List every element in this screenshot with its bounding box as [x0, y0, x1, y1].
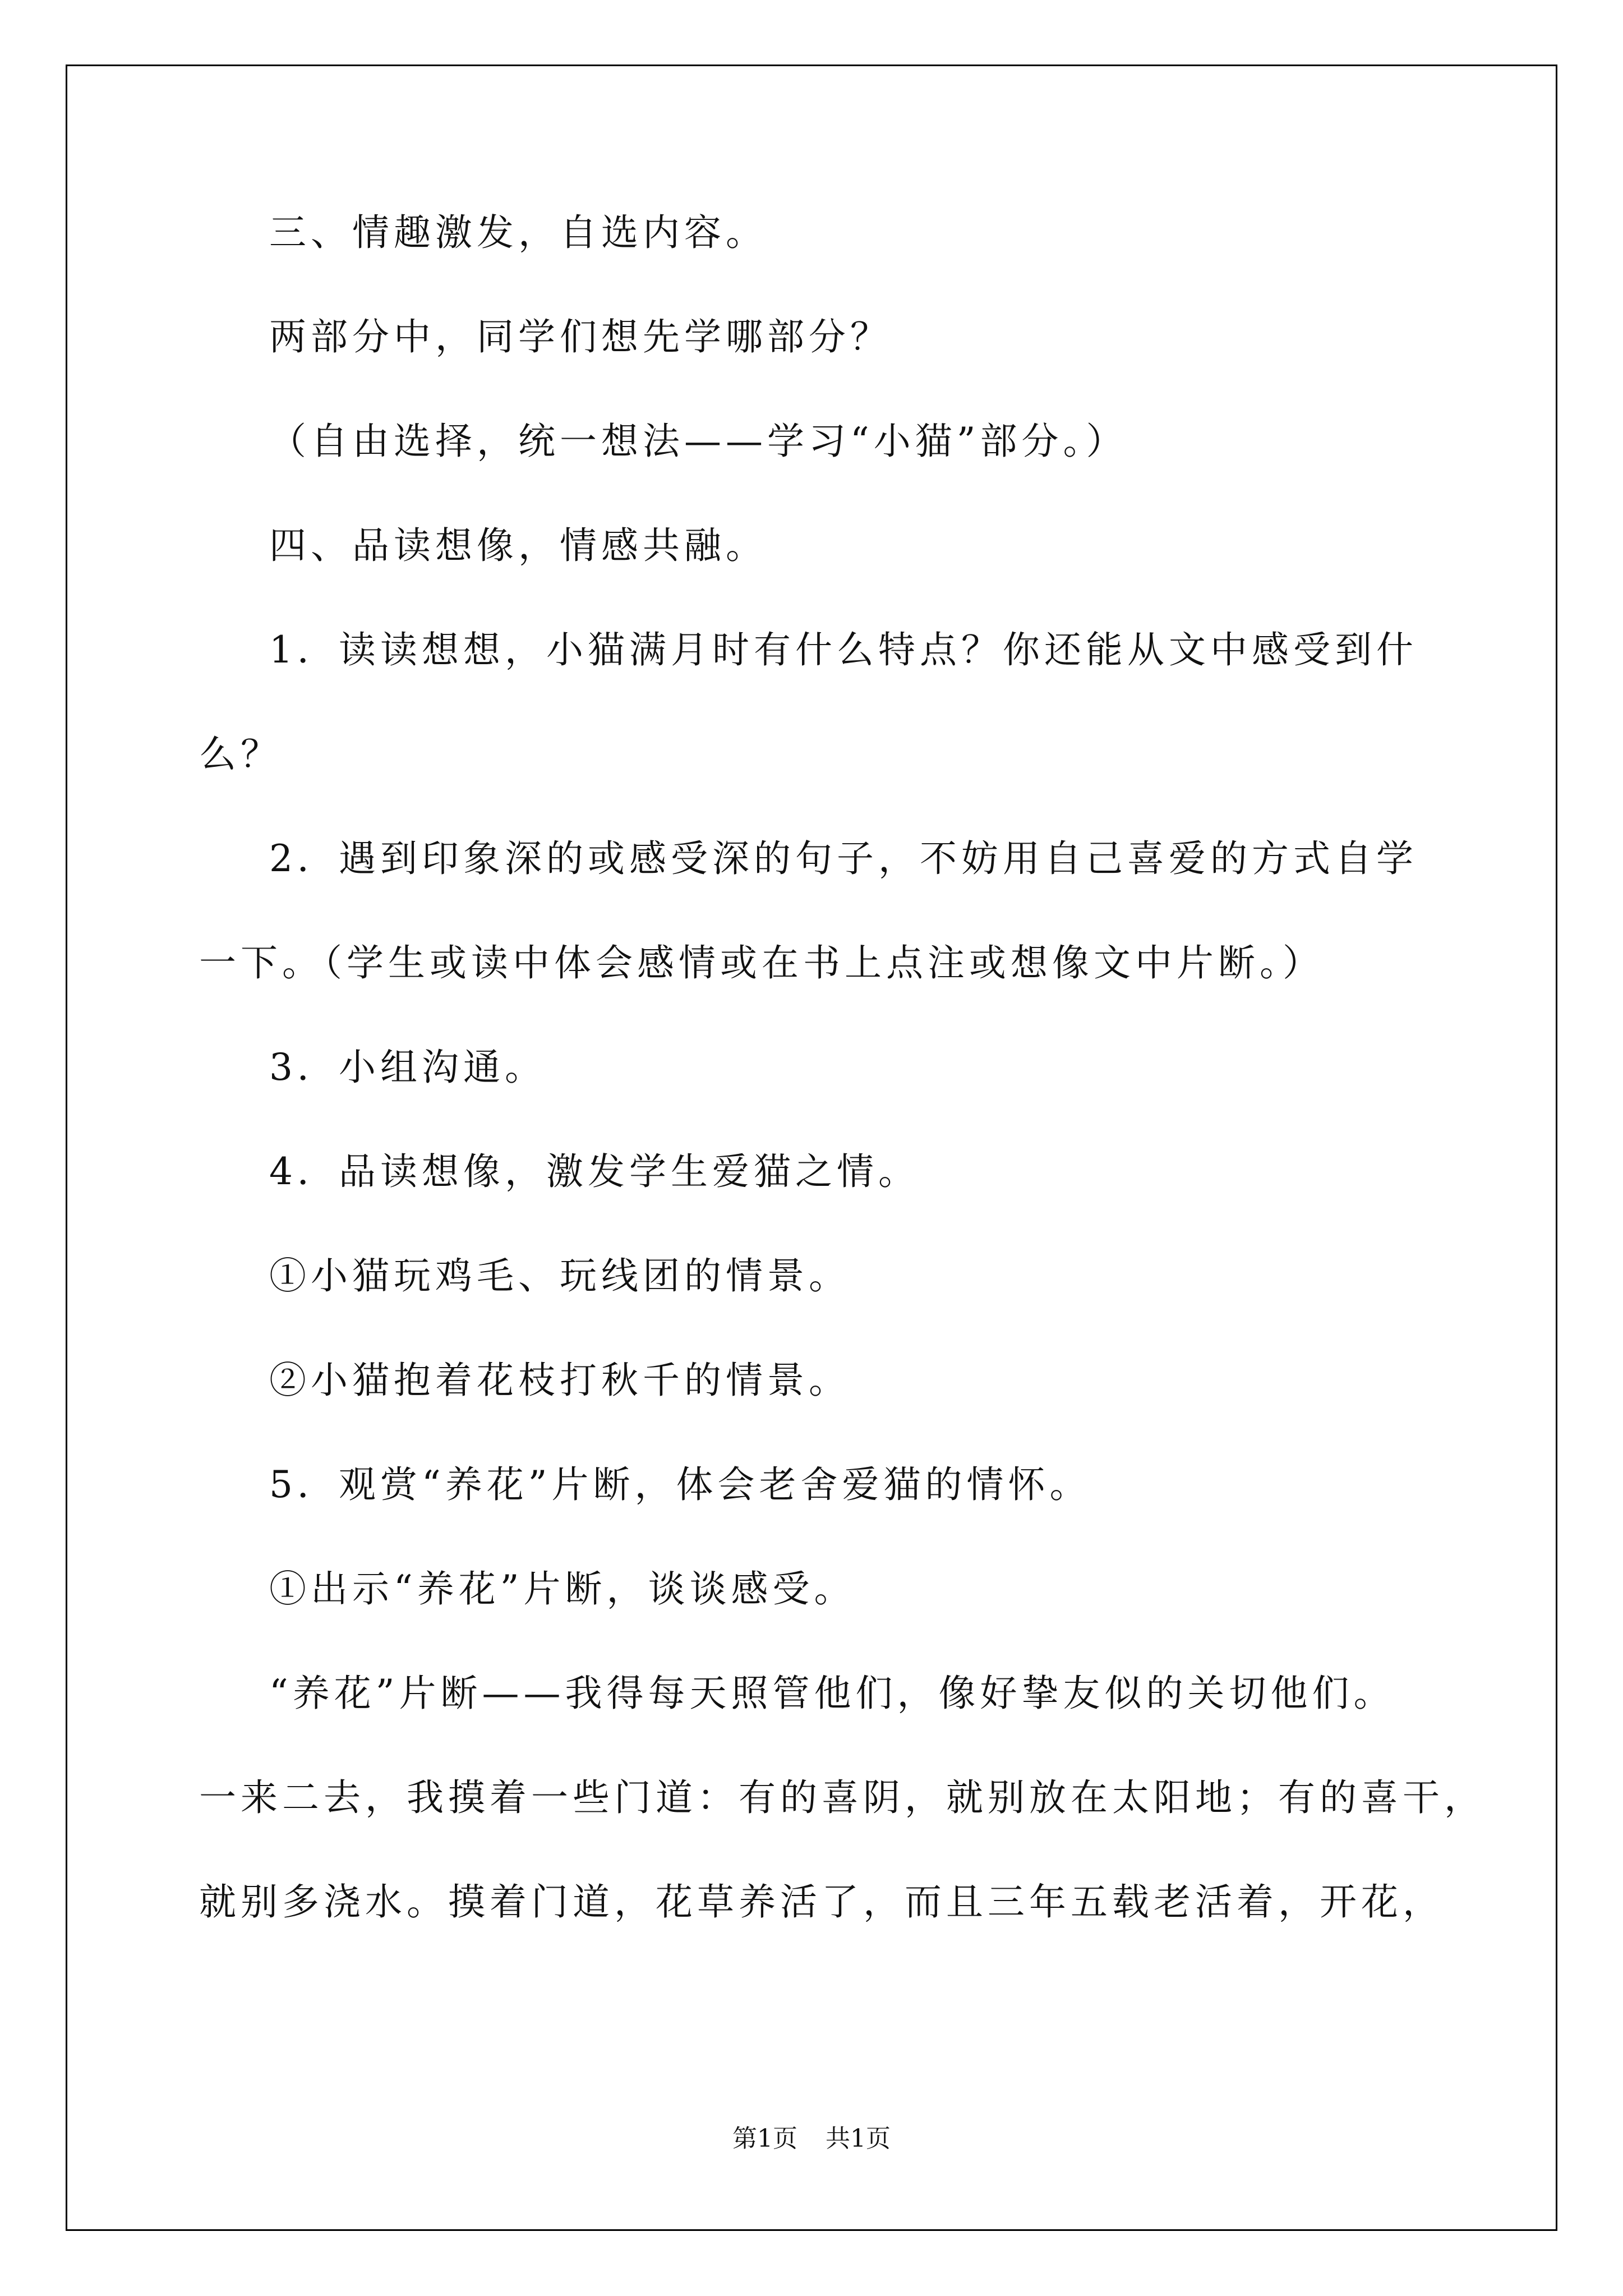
excerpt-line-2: 一来二去，我摸着一些门道：有的喜阴，就别放在太阳地；有的喜干， — [199, 1776, 1486, 1819]
list-item-1: 1．读读想想，小猫满月时有什么特点？你还能从文中感受到什 — [269, 628, 1418, 671]
paragraph-note: （自由选择，统一想法——学习“小猫”部分。） — [269, 420, 1128, 463]
section-heading-4: 四、品读想像，情感共融。 — [269, 524, 767, 567]
section-heading-3: 三、情趣激发，自选内容。 — [269, 211, 767, 254]
page-total: 共1页 — [826, 2124, 891, 2153]
page-number: 第1页 — [732, 2124, 797, 2153]
excerpt-line-1: “养花”片断——我得每天照管他们，像好挚友似的关切他们。 — [269, 1672, 1395, 1715]
sub-item-1: ①小猫玩鸡毛、玩线团的情景。 — [269, 1254, 850, 1297]
paragraph-question: 两部分中，同学们想先学哪部分？ — [269, 315, 892, 358]
list-item-2-continued: 一下。（学生或读中体会感情或在书上点注或想像文中片断。） — [199, 941, 1324, 984]
sub-item-2: ②小猫抱着花枝打秋千的情景。 — [269, 1359, 850, 1402]
list-item-1-continued: 么？ — [199, 733, 282, 776]
list-item-2: 2．遇到印象深的或感受深的句子，不妨用自己喜爱的方式自学 — [269, 837, 1418, 880]
list-item-4: 4．品读想像，激发学生爱猫之情。 — [269, 1150, 920, 1193]
sub-item-5-1: ①出示“养花”片断，谈谈感受。 — [269, 1567, 856, 1611]
excerpt-line-3: 就别多浇水。摸着门道，花草养活了，而且三年五载老活着，开花， — [199, 1880, 1444, 1924]
list-item-5: 5．观赏“养花”片断，体会老舍爱猫的情怀。 — [269, 1463, 1091, 1506]
list-item-3: 3．小组沟通。 — [269, 1046, 546, 1089]
page-footer — [0, 2122, 1623, 2156]
